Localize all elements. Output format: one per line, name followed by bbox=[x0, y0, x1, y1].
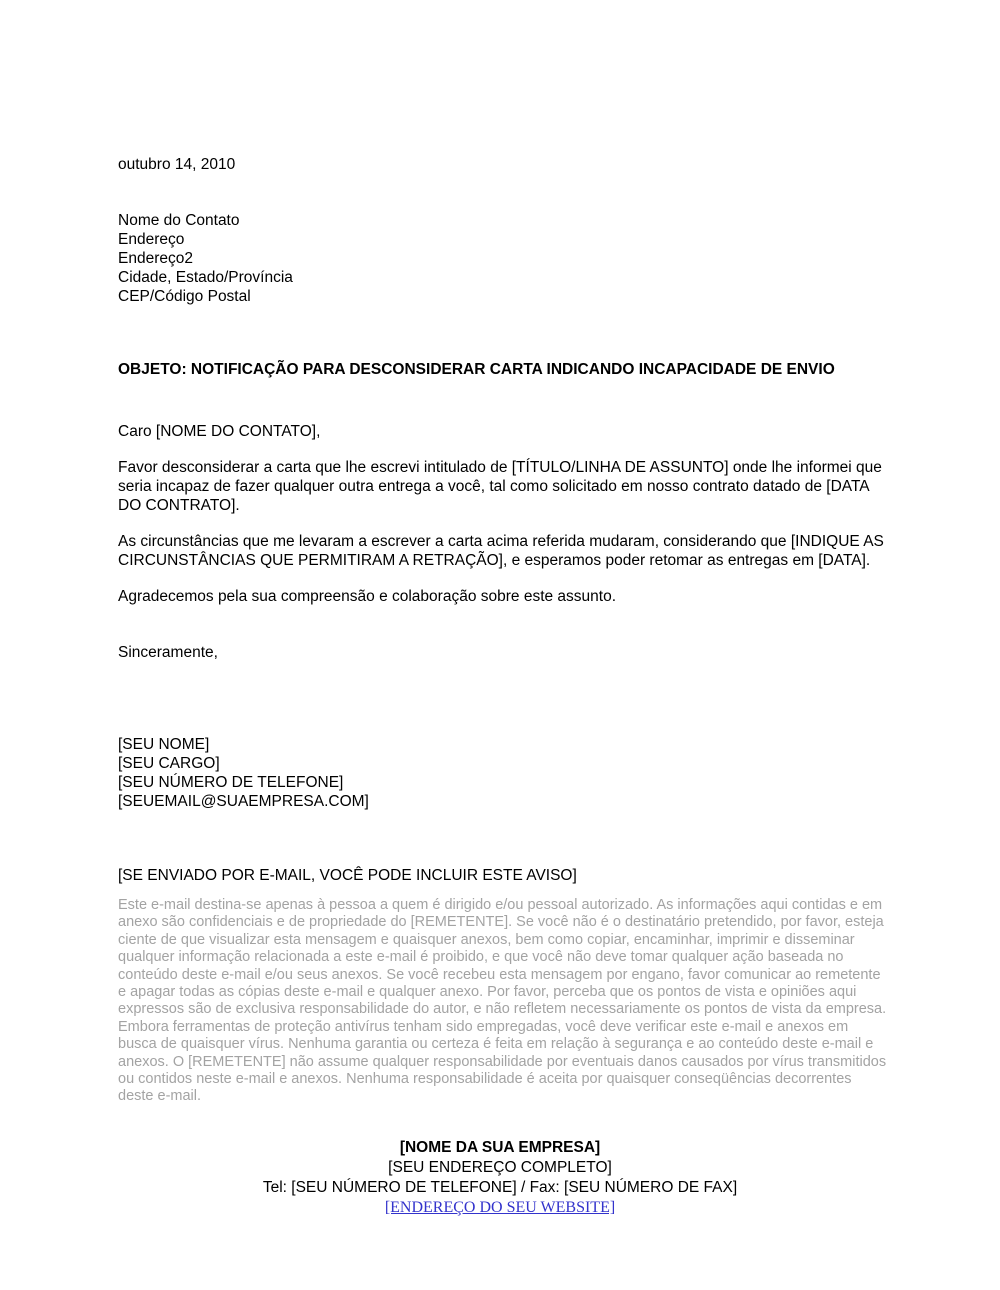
signature-email: [SEUEMAIL@SUAEMPRESA.COM] bbox=[118, 793, 369, 810]
recipient-address-1: Endereço bbox=[118, 231, 185, 248]
footer-company-name: [NOME DA SUA EMPRESA] bbox=[399, 1138, 601, 1156]
recipient-contact-name: Nome do Contato bbox=[118, 212, 240, 229]
footer-tel-fax: Tel: [SEU NÚMERO DE TELEFONE] / Fax: [SEU NÚMERO DE FAX] bbox=[262, 1178, 738, 1196]
salutation: Caro [NOME DO CONTATO], bbox=[118, 423, 321, 440]
signature-title: [SEU CARGO] bbox=[118, 755, 220, 772]
footer-address: [SEU ENDEREÇO COMPLETO] bbox=[388, 1158, 612, 1176]
recipient-address-2: Endereço2 bbox=[118, 250, 193, 267]
letter-content bbox=[0, 155, 1000, 1106]
signature-name: [SEU NOME] bbox=[118, 736, 210, 753]
recipient-block bbox=[118, 211, 888, 306]
signature-block bbox=[118, 735, 888, 811]
letter-footer bbox=[0, 1138, 1000, 1218]
email-notice-heading: [SE ENVIADO POR E-MAIL, VOCÊ PODE INCLUIR ESTE AVISO] bbox=[118, 867, 577, 884]
letter-date: outubro 14, 2010 bbox=[118, 156, 236, 173]
recipient-postal-code: CEP/Código Postal bbox=[118, 288, 251, 305]
body-paragraph-1: Favor desconsiderar a carta que lhe escrevi intitulado de [TÍTULO/LINHA DE ASSUNTO] onde lhe informei que seria incapaz de fazer qualquer outra entrega a você, tal como solicitado em nosso contrato datado de [DATA DO CONTRATO]. bbox=[118, 459, 882, 514]
body-paragraph-3: Agradecemos pela sua compreensão e colaboração sobre este assunto. bbox=[118, 588, 617, 605]
website-link[interactable]: [ENDEREÇO DO SEU WEBSITE] bbox=[384, 1198, 616, 1216]
recipient-city-state: Cidade, Estado/Província bbox=[118, 269, 293, 286]
signature-phone: [SEU NÚMERO DE TELEFONE] bbox=[118, 774, 344, 791]
closing: Sinceramente, bbox=[118, 644, 218, 661]
email-disclaimer: Este e-mail destina-se apenas à pessoa a quem é dirigido e/ou pessoal autorizado. As informações aqui contidas e em anexo são confidenciais e de propriedade do [REMETENTE]. Se você não é o destinatário pretendido, por favor, esteja ciente de que visualizar esta mensagem e quaisquer anexos, bem como copiar, encaminhar, imprimir e disseminar qualquer informação relacionada a este e-mail é proibido, e que você não deve tomar qualquer ação baseada no conteúdo deste e-mail e/ou seus anexos. Se você recebeu esta mensagem por engano, favor comunicar ao remetente e apagar todas as cópias deste e-mail e qualquer anexo. Por favor, perceba que os pontos de vista e opiniões aqui expressos são de exclusiva responsabilidade do autor, e não refletem necessariamente os pontos de vista da empresa. Embora ferramentas de proteção antivírus tenham sido empregadas, você deve verificar este e-mail e anexos em busca de quaisquer vírus. Nenhuma garantia ou certeza é feita em relação à segurança e ao conteúdo deste e-mail e anexos. O [REMETENTE] não assume qualquer responsabilidade por eventuais danos causados por vírus transmitidos ou contidos neste e-mail e anexos. Nenhuma responsabilidade é aceita por quaisquer conseqüências decorrentes deste e-mail. bbox=[118, 897, 887, 1105]
footer-website-row bbox=[0, 1198, 1000, 1218]
subject-line: OBJETO: NOTIFICAÇÃO PARA DESCONSIDERAR CARTA INDICANDO INCAPACIDADE DE ENVIO bbox=[118, 361, 835, 378]
body-paragraph-2: As circunstâncias que me levaram a escrever a carta acima referida mudaram, considerando que [INDIQUE AS CIRCUNSTÂNCIAS QUE PERMITIRAM A RETRAÇÃO], e esperamos poder retomar as entregas em [DATA]. bbox=[118, 533, 884, 569]
